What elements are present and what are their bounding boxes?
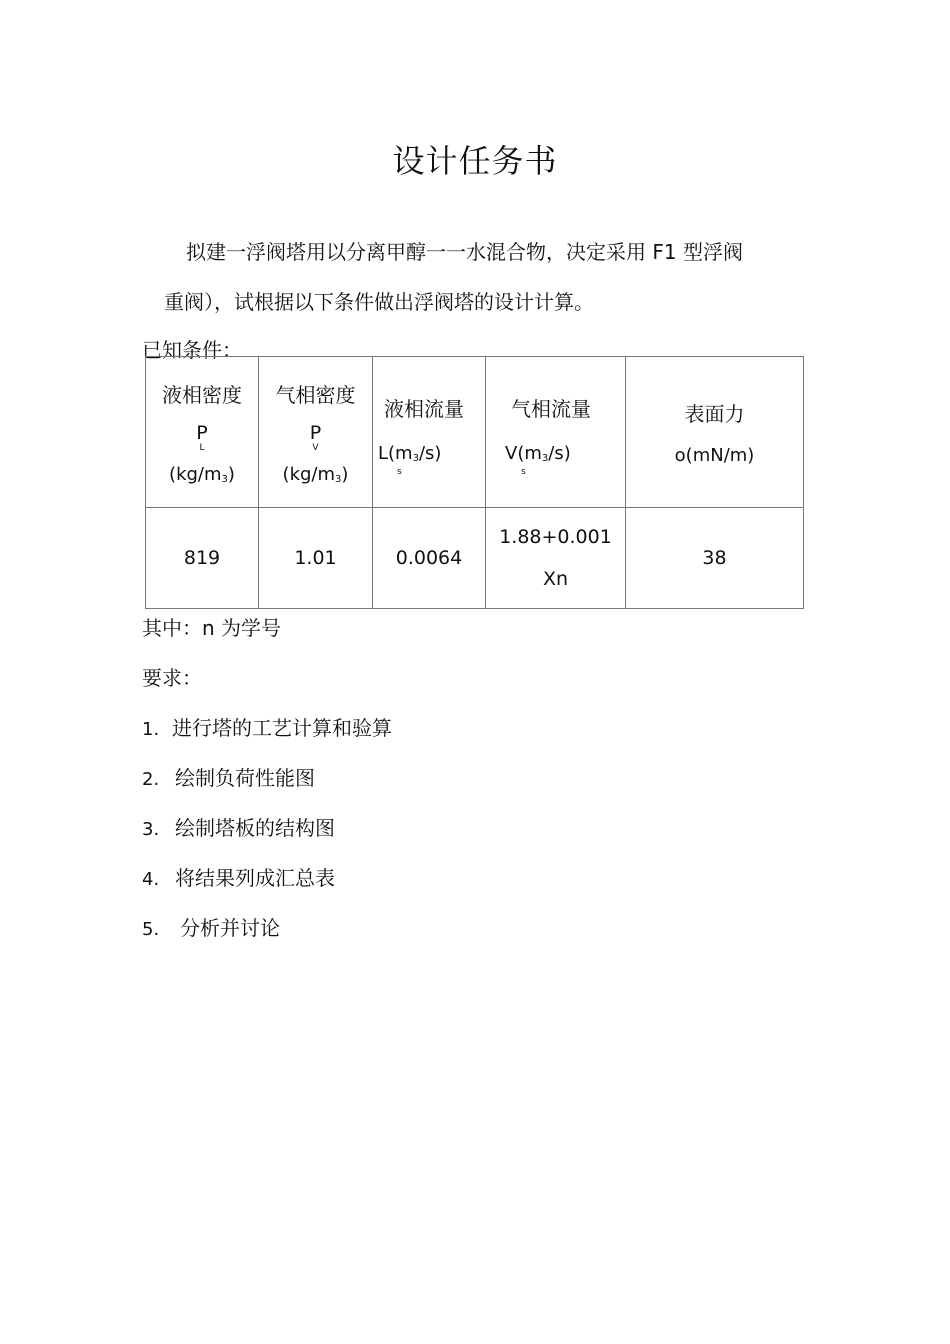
student-number-note: 其中：n 为学号 bbox=[142, 616, 282, 640]
document-title: 设计任务书 bbox=[392, 142, 558, 180]
unit-exponent: 3 bbox=[221, 474, 228, 485]
header-label: 液相流量 bbox=[384, 397, 464, 421]
list-item bbox=[142, 762, 392, 812]
header-unit bbox=[505, 443, 571, 464]
item-number: 2. bbox=[142, 769, 160, 790]
item-text: 分析并讨论 bbox=[180, 916, 280, 940]
cell-surface-tension bbox=[626, 508, 804, 609]
unit-end: /s) bbox=[418, 443, 442, 464]
intro-line-2: 重阀），试根据以下条件做出浮阀塔的设计计算。 bbox=[164, 290, 594, 314]
table-row bbox=[146, 508, 804, 609]
header-subscript: V bbox=[312, 443, 319, 453]
cell-value: 819 bbox=[183, 547, 221, 569]
cell-gas-flow bbox=[486, 508, 626, 609]
item-number: 1. bbox=[142, 719, 160, 740]
unit-text: L(m bbox=[378, 443, 413, 464]
list-item bbox=[142, 912, 392, 962]
unit-end: ) bbox=[341, 464, 349, 485]
known-conditions-label: 已知条件： bbox=[142, 338, 242, 362]
list-item bbox=[142, 812, 392, 862]
item-number: 3. bbox=[142, 819, 160, 840]
item-number: 4. bbox=[142, 869, 160, 890]
cell-value-line-1: 1.88+0.001 bbox=[499, 526, 612, 548]
unit-exponent: 3 bbox=[335, 474, 342, 485]
unit-text: V(m bbox=[505, 443, 542, 464]
header-symbol: P bbox=[309, 422, 322, 444]
header-unit bbox=[378, 443, 441, 464]
intro-line-1: 拟建一浮阀塔用以分离甲醇一一水混合物，决定采用 F1 型浮阀 bbox=[186, 240, 743, 264]
header-label: 液相密度 bbox=[162, 383, 242, 407]
requirements-list bbox=[142, 712, 392, 962]
requirements-label: 要求： bbox=[142, 666, 202, 690]
item-text: 绘制负荷性能图 bbox=[175, 766, 315, 790]
unit-end: ) bbox=[227, 464, 235, 485]
cell-liquid-density bbox=[146, 508, 259, 609]
cell-value-line-2: Xn bbox=[542, 568, 569, 590]
cell-gas-density bbox=[259, 508, 373, 609]
header-label: 气相流量 bbox=[511, 397, 591, 421]
header-subscript: s bbox=[521, 467, 526, 477]
header-gas-flow bbox=[486, 357, 626, 508]
header-surface-tension bbox=[626, 357, 804, 508]
header-liquid-density bbox=[146, 357, 259, 508]
cell-value: 0.0064 bbox=[395, 547, 463, 569]
table-header-row bbox=[146, 357, 804, 508]
header-unit: o(mN/m) bbox=[674, 445, 755, 466]
header-subscript: s bbox=[397, 467, 402, 477]
item-text: 将结果列成汇总表 bbox=[175, 866, 335, 890]
header-gas-density bbox=[259, 357, 373, 508]
header-label: 气相密度 bbox=[275, 383, 356, 407]
cell-value: 1.01 bbox=[294, 547, 337, 569]
item-number: 5. bbox=[142, 919, 160, 940]
header-symbol: P bbox=[196, 422, 208, 444]
unit-exponent: 3 bbox=[412, 453, 419, 464]
list-item bbox=[142, 712, 392, 762]
item-text: 进行塔的工艺计算和验算 bbox=[172, 716, 392, 740]
header-unit bbox=[169, 464, 235, 485]
conditions-table bbox=[145, 356, 804, 609]
header-label: 表面力 bbox=[684, 402, 745, 426]
list-item bbox=[142, 862, 392, 912]
unit-text: (kg/m bbox=[282, 464, 336, 485]
cell-liquid-flow bbox=[373, 508, 486, 609]
header-subscript: L bbox=[199, 443, 205, 453]
unit-text: (kg/m bbox=[169, 464, 222, 485]
unit-end: /s) bbox=[548, 443, 571, 464]
item-text: 绘制塔板的结构图 bbox=[175, 816, 335, 840]
header-unit bbox=[283, 464, 349, 485]
unit-exponent: 3 bbox=[541, 453, 549, 464]
header-liquid-flow bbox=[373, 357, 486, 508]
cell-value: 38 bbox=[702, 547, 727, 569]
